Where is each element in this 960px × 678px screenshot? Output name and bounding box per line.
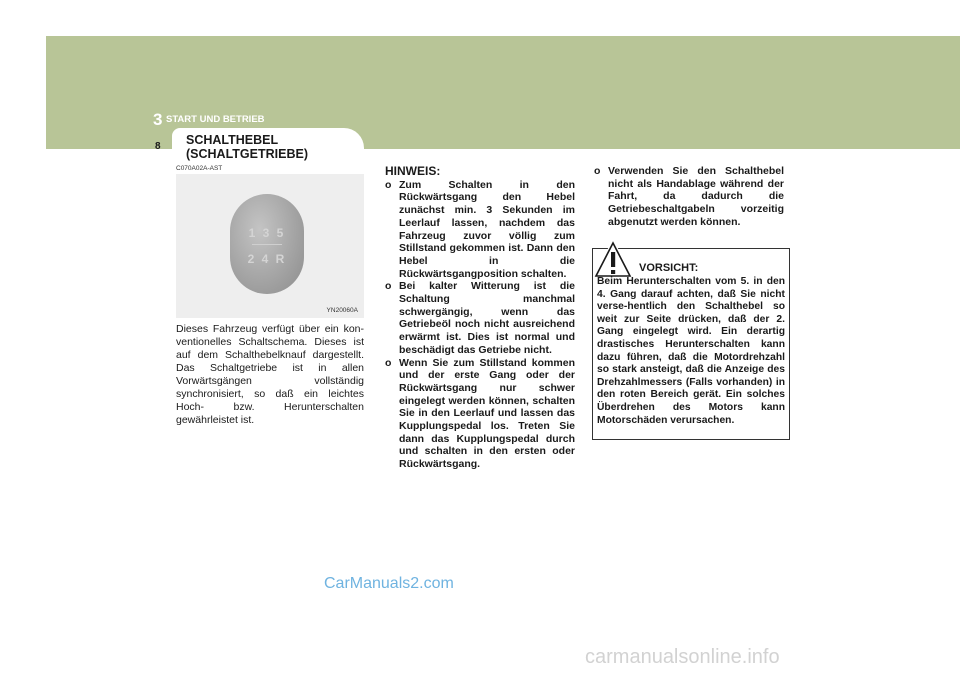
list-item: [385, 357, 575, 471]
right-column: [594, 165, 784, 229]
chapter-number: 3: [153, 110, 163, 129]
list-item-text: Wenn Sie zum Stillstand kommen und der erste Gang oder der Rückwärtsgang nur schwer eingelegt werden können, schalten Sie in den Leerlauf und lassen das Kupplungspedal los. Treten Sie dann das Kupplungspedal durch und schalten in den ersten oder Rückwärtsgang.: [399, 356, 575, 471]
bullet-mark: o: [385, 178, 392, 191]
warning-text: Beim Herunterschalten vom 5. in den 4. Gang darauf achten, daß Sie nicht verse-hentlich den Schalthebel so weit zur Seite drücken, daß der 2. Gang eingelegt wird. Ein derartig drastisches Herunterschalten kann dazu führen, daß die Motordrehzahl so stark ansteigt, daß die Anzeige des Drehzahlmessers (Falls vorhanden) in den roten Bereich gerät. Ein solches Überdrehen des Motors kann Motorschäden verursachen.: [597, 276, 785, 426]
bullet-mark: o: [594, 165, 601, 177]
list-item: [594, 165, 784, 229]
bullet-mark: o: [385, 280, 392, 293]
gear-pattern-line: [252, 244, 282, 245]
list-item-text: Bei kalter Witterung ist die Schaltung manchmal schwergängig, wenn das Getriebeöl noch nicht ausreichend erwärmt ist. Dies ist normal und beschädigt das Getriebe nicht.: [399, 280, 575, 356]
chapter-title: START UND BETRIEB: [166, 114, 265, 125]
watermark-link[interactable]: CarManuals2.com: [324, 575, 454, 592]
warning-title: VORSICHT:: [639, 262, 699, 274]
list-item: [385, 280, 575, 356]
gear-pattern-bottom: 2 4 R: [247, 252, 287, 266]
heading-line-1: SCHALTHEBEL: [186, 133, 279, 147]
figure-code: YN20060A: [326, 307, 358, 314]
section-code: C070A02A-AST: [176, 165, 223, 172]
footer-watermark: carmanualsonline.info: [585, 646, 780, 668]
warning-triangle-icon: [593, 239, 633, 279]
page-number: 8: [155, 141, 161, 152]
gear-pattern-top: 1 3 5: [248, 226, 286, 240]
heading-line-2: (SCHALTGETRIEBE): [186, 147, 308, 161]
hinweis-column: [385, 165, 575, 471]
list-item: [385, 179, 575, 281]
gear-knob-figure: [176, 174, 364, 318]
bullet-mark: o: [385, 356, 392, 369]
list-item-text: Zum Schalten in den Rückwärtsgang den Hebel zunächst min. 3 Sekunden im Leerlauf lassen, nachdem das Fahrzeug zuvor völlig zum Stillstand gekommen ist. Dann den Hebel in die Rückwärtsgangposition schalten.: [399, 178, 575, 280]
warning-box: [592, 248, 790, 440]
hinweis-heading: HINWEIS:: [385, 164, 441, 178]
section-body: Dieses Fahrzeug verfügt über ein kon-ventionelles Schaltschema. Dieses ist auf dem Schalthebelknauf dargestellt. Das Schaltgetriebe ist in allen Vorwärtsgängen vollständig synchronisiert, so daß ein leichtes Hoch- bzw. Herunterschalten gewährleistet ist.: [176, 323, 364, 426]
section-heading: [186, 133, 308, 161]
gear-knob-icon: [230, 194, 304, 294]
list-item-text: Verwenden Sie den Schalthebel nicht als Handablage während der Fahrt, da dadurch die Getriebeschaltgabeln vorzeitig abgenutzt werden können.: [608, 165, 784, 228]
